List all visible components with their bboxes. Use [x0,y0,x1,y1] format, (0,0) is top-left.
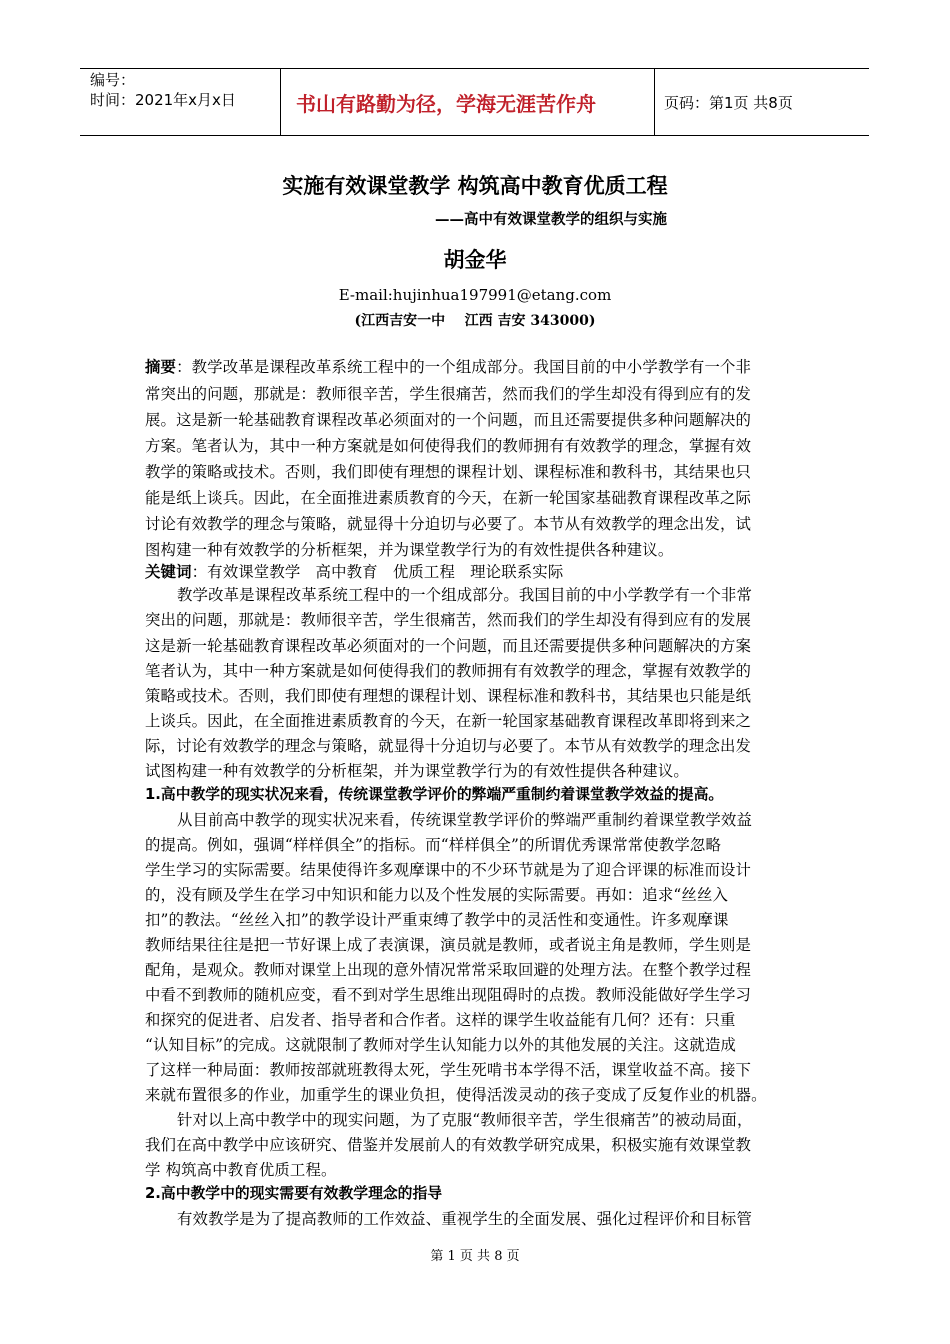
keywords-text: ：有效课堂教学 高中教育 优质工程 理论联系实际 [191,563,564,581]
page-title: 实施有效课堂教学 构筑高中教育优质工程 [282,174,668,198]
section1-line: 从目前高中教学的现实状况来看，传统课堂教学评价的弊端严重制约着课堂教学效益 [177,811,753,829]
intro-line: 笔者认为，其中一种方案就是如何使得我们的教师拥有有效教学的理念，掌握有效教学的 [145,662,752,680]
section2-line: 有效教学是为了提高教师的工作效益、重视学生的全面发展、强化过程评价和目标管 [177,1210,753,1228]
section1-line: “认知目标”的完成。这就限制了教师对学生认知能力以外的其他发展的关注。这就造成 [145,1036,737,1054]
intro-line: 上谈兵。因此，在全面推进素质教育的今天，在新一轮国家基础教育课程改革即将到来之 [145,712,752,730]
section1-line: 来就布置很多的作业，加重学生的课业负担，使得活泼灵动的孩子变成了反复作业的机器。 [145,1086,767,1104]
abstract-line: 教学的策略或技术。否则，我们即使有理想的课程计划、课程标准和教科书，其结果也只 [145,463,752,481]
abstract-line: 常突出的问题，那就是：教师很辛苦，学生很痛苦，然而我们的学生却没有得到应有的发 [145,385,752,403]
section1-line: 和探究的促进者、启发者、指导者和合作者。这样的课学生收益能有几何？还有：只重 [145,1011,736,1029]
intro-line: 际，讨论有效教学的理念与策略，就显得十分迫切与必要了。本节从有效教学的理念出发 [145,737,752,755]
section1-line: 配角，是观众。教师对课堂上出现的意外情况常常采取回避的处理方法。在整个教学过程 [145,961,752,979]
section1-line: 了这样一种局面：教师按部就班教得太死，学生死啃书本学得不活，课堂收益不高。接下 [145,1061,752,1079]
para2-line: 学 构筑高中教育优质工程。 [145,1161,337,1179]
page-subtitle: ——高中有效课堂教学的组织与实施 [435,212,667,228]
section1-heading: 1.高中教学的现实状况来看，传统课堂教学评价的弊端严重制约着课堂教学效益的提高。 [145,786,724,803]
para2-line: 我们在高中教学中应该研究、借鉴并发展前人的有效教学研究成果，积极实施有效课堂教 [145,1136,752,1154]
abstract-label: 摘要 [145,358,177,376]
intro-line: 试图构建一种有效教学的分析框架，并为课堂教学行为的有效性提供各种建议。 [145,762,689,780]
author-email: E-mail:hujinhua197991@etang.com [338,286,612,304]
section1-line: 教师结果往往是把一节好课上成了表演课，演员就是教师，或者说主角是教师，学生则是 [145,936,752,954]
header-page-info: 页码：第1页 共8页 [664,94,793,112]
section1-line: 扣”的教法。“丝丝入扣”的教学设计严重束缚了教学中的灵活性和变通性。许多观摩课 [145,911,729,929]
intro-line: 策略或技术。否则，我们即使有理想的课程计划、课程标准和教科书，其结果也只能是纸 [145,687,752,705]
intro-line: 这是新一轮基础教育课程改革必须面对的一个问题，而且还需要提供多种问题解决的方案 [145,637,752,655]
header-date: 时间：2021年x月x日 [90,91,236,109]
keywords-label: 关键词 [145,563,192,581]
section2-heading: 2.高中教学中的现实需要有效教学理念的指导 [145,1185,443,1202]
abstract-line: 讨论有效教学的理念与策略，就显得十分迫切与必要了。本节从有效教学的理念出发，试 [145,515,752,533]
section1-line: 学生学习的实际需要。结果使得许多观摩课中的不少环节就是为了迎合评课的标准而设计 [145,861,752,879]
page-footer: 第 1 页 共 8 页 [430,1249,520,1264]
header-number: 编号： [90,71,136,89]
keywords [145,562,563,582]
section1-line: 的，没有顾及学生在学习中知识和能力以及个性发展的实际需要。再如：追求“丝丝入 [145,886,729,904]
author-name: 胡金华 [443,248,507,272]
abstract-line: 方案。笔者认为，其中一种方案就是如何使得我们的教师拥有有效教学的理念，掌握有效 [145,437,752,455]
abstract-line: 展。这是新一轮基础教育课程改革必须面对的一个问题，而且还需要提供多种问题解决的 [145,411,752,429]
abstract-line: ：教学改革是课程改革系统工程中的一个组成部分。我国目前的中小学教学有一个非 [176,358,752,376]
header-motto: 书山有路勤为径，学海无涯苦作舟 [296,92,596,116]
intro-line: 教学改革是课程改革系统工程中的一个组成部分。我国目前的中小学教学有一个非常 [177,586,753,604]
abstract-line: 能是纸上谈兵。因此，在全面推进素质教育的今天，在新一轮国家基础教育课程改革之际 [145,489,752,507]
abstract-line: 图构建一种有效教学的分析框架，并为课堂教学行为的有效性提供各种建议。 [145,541,674,559]
author-affiliation: (江西吉安一中 江西 吉安 343000) [354,313,596,329]
intro-line: 突出的问题，那就是：教师很辛苦，学生很痛苦，然而我们的学生却没有得到应有的发展 [145,611,752,629]
para2-line: 针对以上高中教学中的现实问题，为了克服“教师很辛苦，学生很痛苦”的被动局面， [177,1111,753,1129]
section1-line: 的提高。例如，强调“样样俱全”的指标。而“样样俱全”的所谓优秀课常常使教学忽略 [145,836,721,854]
section1-line: 中看不到教师的随机应变，看不到对学生思维出现阻碍时的点拨。教师没能做好学生学习 [145,986,752,1004]
